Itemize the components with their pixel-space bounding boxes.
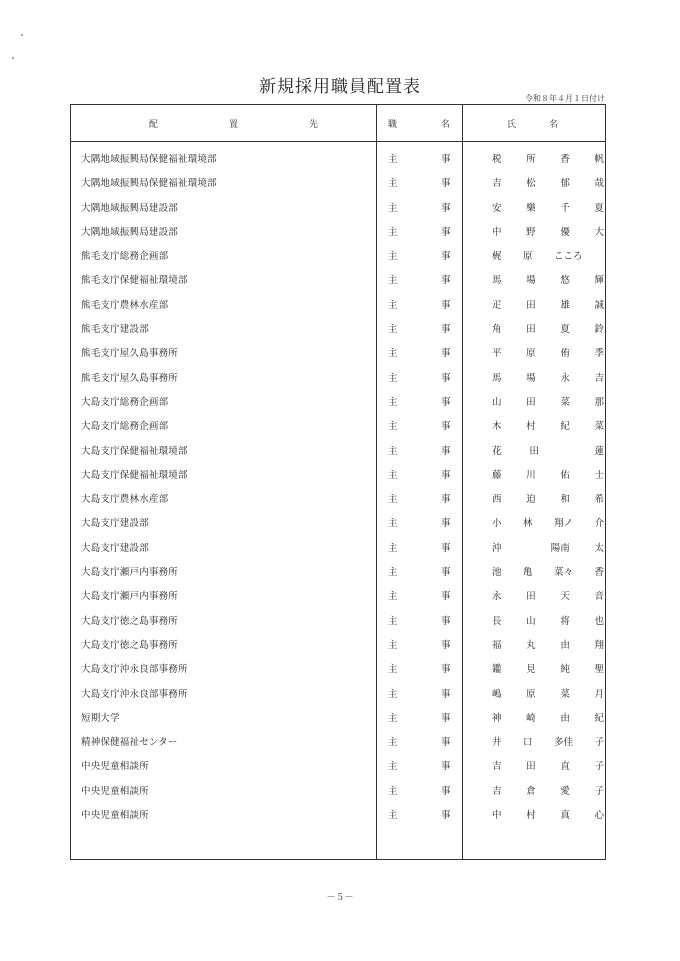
name-cell [492, 248, 604, 262]
name-character: 野 [526, 226, 536, 238]
name-character: 林 [522, 518, 533, 530]
scan-speck [21, 34, 23, 36]
name-character: 希 [594, 494, 604, 506]
position-cell: 主 [388, 469, 398, 481]
name-character: 田 [526, 761, 536, 773]
position-cell: 事 [441, 348, 451, 360]
name-character: 菜 [560, 688, 570, 700]
placement-cell: 大隅地域振興局建設部 [81, 202, 179, 214]
name-character: 口 [522, 737, 533, 749]
name-character: 太 [594, 542, 604, 554]
name-character: 松 [526, 178, 536, 190]
placement-cell: 大島支庁瀬戸内事務所 [81, 567, 179, 579]
name-character: 田 [526, 591, 536, 603]
table-row [71, 266, 605, 290]
name-cell [492, 297, 604, 311]
placement-cell: 大島支庁総務企画部 [81, 396, 169, 408]
name-cell [492, 637, 604, 651]
name-character: 紀 [594, 712, 604, 724]
name-character: 哉 [594, 178, 604, 190]
name-character: 福 [492, 639, 502, 651]
name-cell [492, 394, 604, 408]
name-character: 田 [526, 324, 536, 336]
name-character: 香 [594, 567, 604, 579]
placement-cell: 精神保健福祉センター [81, 737, 178, 749]
table-header [71, 105, 605, 142]
placement-cell: 中央児童相談所 [81, 810, 149, 822]
name-character: 介 [594, 518, 604, 530]
name-character: 西 [492, 494, 502, 506]
name-character: 中 [492, 226, 502, 238]
name-cell [492, 564, 604, 578]
position-cell: 事 [441, 421, 451, 433]
scan-speck [12, 57, 14, 59]
table-row [71, 194, 605, 218]
name-character: 紀 [560, 421, 570, 433]
name-character: 長 [492, 615, 502, 627]
name-character: 倉 [526, 785, 536, 797]
table-row [71, 752, 605, 776]
name-character: 沖 [492, 542, 502, 554]
position-cell: 事 [441, 324, 451, 336]
position-cell: 事 [441, 567, 451, 579]
placement-cell: 大島支庁保健福祉環境部 [81, 445, 188, 457]
name-cell [492, 345, 604, 359]
name-character: 見 [526, 664, 536, 676]
document-title: 新規採用職員配置表 [259, 77, 421, 97]
position-cell: 事 [441, 542, 451, 554]
name-character: 山 [492, 396, 502, 408]
name-character: 村 [526, 810, 536, 822]
name-character: 香 [560, 154, 570, 165]
name-cell [492, 200, 604, 214]
name-character: 場 [526, 275, 536, 287]
name-character: 和 [560, 494, 570, 506]
position-cell: 事 [441, 615, 451, 627]
placement-cell: 大隅地域振興局建設部 [81, 226, 179, 238]
name-character: 子 [594, 761, 604, 773]
header-placement-3: 先 [309, 120, 319, 130]
placement-cell: 熊毛支庁屋久島事務所 [81, 348, 179, 360]
name-character: 陽南 [550, 542, 570, 554]
name-cell [492, 443, 604, 457]
name-character: 吉 [492, 761, 502, 773]
position-cell: 主 [388, 494, 398, 506]
position-cell: 事 [441, 154, 451, 165]
position-cell: 主 [388, 275, 398, 287]
name-character: 月 [594, 688, 604, 700]
name-character: 帆 [594, 154, 604, 165]
name-character: 税 [492, 154, 502, 165]
placement-cell: 大島支庁徳之島事務所 [81, 639, 179, 651]
position-cell: 主 [388, 178, 398, 190]
name-character: 梶 [492, 251, 502, 263]
name-character: 馬 [492, 275, 502, 287]
name-cell [492, 783, 604, 797]
name-cell [492, 686, 604, 700]
name-cell [492, 588, 604, 602]
name-cell [492, 515, 604, 529]
name-cell [492, 491, 604, 505]
position-cell: 主 [388, 737, 398, 749]
name-character: 樂 [526, 202, 536, 214]
table-row [71, 291, 605, 315]
position-cell: 事 [441, 469, 451, 481]
position-cell: 主 [388, 372, 398, 384]
position-cell: 主 [388, 542, 398, 554]
position-cell: 主 [388, 324, 398, 336]
name-character: 平 [492, 348, 502, 360]
name-character: 吉 [492, 178, 502, 190]
position-cell: 事 [441, 178, 451, 190]
table-row [71, 631, 605, 655]
position-cell: 主 [388, 251, 398, 263]
position-cell: 事 [441, 494, 451, 506]
table-row [71, 388, 605, 412]
name-character: 子 [594, 785, 604, 797]
placement-cell: 大島支庁沖永良部事務所 [81, 688, 188, 700]
name-character: 嶋 [492, 688, 502, 700]
name-cell [492, 734, 604, 748]
name-character: 雄 [560, 299, 570, 311]
name-character: 迫 [526, 494, 536, 506]
name-character: 翔 [594, 639, 604, 651]
position-cell: 主 [388, 664, 398, 676]
name-cell [492, 613, 604, 627]
name-character: 誠 [594, 299, 604, 311]
name-character: 聖 [594, 664, 604, 676]
position-cell: 事 [441, 275, 451, 287]
table-row [71, 534, 605, 558]
name-cell [492, 272, 604, 286]
table-row [71, 509, 605, 533]
position-cell: 事 [441, 664, 451, 676]
name-character: 音 [594, 591, 604, 603]
placement-cell: 中央児童相談所 [81, 761, 149, 773]
placement-cell: 大島支庁建設部 [81, 542, 149, 554]
position-cell: 事 [441, 810, 451, 822]
table-row [71, 315, 605, 339]
name-character: 真 [560, 810, 570, 822]
position-cell: 事 [441, 251, 451, 263]
name-character: 純 [560, 664, 570, 676]
table-row [71, 728, 605, 752]
placement-cell: 大隅地域振興局保健福祉環境部 [81, 178, 217, 190]
table-body [71, 145, 605, 825]
table-row [71, 485, 605, 509]
position-cell: 主 [388, 639, 398, 651]
name-character: こころ [554, 251, 583, 263]
name-character: 優 [560, 226, 570, 238]
position-cell: 主 [388, 688, 398, 700]
position-cell: 事 [441, 785, 451, 797]
name-cell [492, 540, 604, 554]
table-row [71, 364, 605, 388]
name-character: 神 [492, 712, 502, 724]
name-cell [492, 175, 604, 189]
header-placement-1: 配 [149, 120, 159, 130]
name-character: 侑 [560, 348, 570, 360]
position-cell: 事 [441, 639, 451, 651]
name-cell [492, 224, 604, 238]
table-row [71, 461, 605, 485]
placement-cell: 熊毛支庁保健福祉環境部 [81, 275, 188, 287]
name-character: 吉 [492, 785, 502, 797]
name-character: 田 [526, 396, 536, 408]
name-character: 那 [594, 396, 604, 408]
name-character: 郁 [560, 178, 570, 190]
position-cell: 事 [441, 202, 451, 214]
header-name-1: 氏 [507, 120, 517, 130]
name-character: 天 [560, 591, 570, 603]
table-row [71, 145, 605, 169]
position-cell: 事 [441, 372, 451, 384]
name-character: 蓮 [594, 445, 604, 457]
placement-cell: 大島支庁建設部 [81, 518, 149, 530]
name-character: 菜 [560, 396, 570, 408]
name-character: 花 [492, 445, 502, 457]
name-character: 井 [492, 737, 502, 749]
name-character: 鑑 [492, 664, 502, 676]
name-character: 場 [526, 372, 536, 384]
header-name-2: 名 [549, 120, 559, 130]
name-character: 由 [560, 639, 570, 651]
name-character: 将 [560, 615, 570, 627]
position-cell: 事 [441, 445, 451, 457]
name-character: 丸 [526, 639, 536, 651]
name-character: 千 [560, 202, 570, 214]
name-character: 夏 [560, 324, 570, 336]
name-cell [492, 321, 604, 335]
placement-cell: 熊毛支庁総務企画部 [81, 251, 169, 263]
name-character: 悠 [560, 275, 570, 287]
position-cell: 主 [388, 785, 398, 797]
position-cell: 事 [441, 518, 451, 530]
name-character: 田 [526, 299, 536, 311]
name-character: 木 [492, 421, 502, 433]
name-character: 中 [492, 810, 502, 822]
page-number: －５－ [326, 893, 354, 903]
position-cell: 主 [388, 810, 398, 822]
name-character: 心 [594, 810, 604, 822]
name-character: 吉 [594, 372, 604, 384]
name-character: 輝 [594, 275, 604, 287]
name-cell [492, 370, 604, 384]
name-cell [492, 418, 604, 432]
name-character: 角 [492, 324, 502, 336]
name-cell [492, 807, 604, 821]
placement-cell: 短期大学 [81, 712, 120, 724]
position-cell: 主 [388, 761, 398, 773]
name-character: 小 [492, 518, 502, 530]
name-character: 藤 [492, 469, 502, 481]
name-character: 也 [594, 615, 604, 627]
table-row [71, 412, 605, 436]
name-character: 鈴 [594, 324, 604, 336]
name-character: 大 [594, 226, 604, 238]
table-row [71, 339, 605, 363]
name-cell [492, 758, 604, 772]
placement-cell: 熊毛支庁屋久島事務所 [81, 372, 179, 384]
placement-cell: 大島支庁農林水産部 [81, 494, 169, 506]
position-cell: 主 [388, 348, 398, 360]
name-character: 翔ノ [553, 518, 573, 530]
position-cell: 事 [441, 712, 451, 724]
table-row [71, 169, 605, 193]
position-cell: 主 [388, 518, 398, 530]
name-character: 永 [492, 591, 502, 603]
placement-cell: 大隅地域振興局保健福祉環境部 [81, 154, 217, 165]
position-cell: 主 [388, 396, 398, 408]
table-row [71, 801, 605, 825]
position-cell: 事 [441, 737, 451, 749]
position-cell: 事 [441, 396, 451, 408]
position-cell: 事 [441, 226, 451, 238]
table-row [71, 777, 605, 801]
placement-cell: 大島支庁沖永良部事務所 [81, 664, 188, 676]
name-character: 菜々 [553, 567, 573, 579]
header-position-2: 名 [441, 120, 451, 130]
placement-cell: 熊毛支庁建設部 [81, 324, 149, 336]
name-cell [492, 151, 604, 165]
position-cell: 主 [388, 591, 398, 603]
placement-cell: 大島支庁保健福祉環境部 [81, 469, 188, 481]
name-character: 原 [526, 688, 536, 700]
effective-date: 令和８年４月１日付け [525, 94, 605, 103]
name-character: 村 [526, 421, 536, 433]
name-character: 川 [526, 469, 536, 481]
staff-assignment-table [70, 104, 606, 860]
position-cell: 主 [388, 712, 398, 724]
position-cell: 主 [388, 299, 398, 311]
table-row [71, 242, 605, 266]
position-cell: 事 [441, 761, 451, 773]
name-character: 田 [529, 445, 539, 457]
name-character: 崎 [526, 712, 536, 724]
name-character: 由 [560, 712, 570, 724]
name-character: 夏 [594, 202, 604, 214]
placement-cell: 熊毛支庁農林水産部 [81, 299, 169, 311]
position-cell: 主 [388, 202, 398, 214]
placement-cell: 大島支庁総務企画部 [81, 421, 169, 433]
position-cell: 事 [441, 299, 451, 311]
name-character: 季 [594, 348, 604, 360]
table-row [71, 655, 605, 679]
name-character: 亀 [522, 567, 533, 579]
table-row [71, 680, 605, 704]
table-row [71, 704, 605, 728]
header-placement-2: 置 [229, 120, 239, 130]
name-cell [492, 710, 604, 724]
position-cell: 事 [441, 688, 451, 700]
name-character: 馬 [492, 372, 502, 384]
name-character: 原 [526, 348, 536, 360]
name-character: 菜 [594, 421, 604, 433]
name-character: 池 [492, 567, 502, 579]
table-row [71, 218, 605, 242]
name-character: 子 [594, 737, 604, 749]
name-character: 直 [560, 761, 570, 773]
name-character: 永 [560, 372, 570, 384]
position-cell: 事 [441, 591, 451, 603]
placement-cell: 大島支庁瀬戸内事務所 [81, 591, 179, 603]
name-cell [492, 661, 604, 675]
position-cell: 主 [388, 421, 398, 433]
position-cell: 主 [388, 445, 398, 457]
placement-cell: 中央児童相談所 [81, 785, 149, 797]
name-character: 士 [594, 469, 604, 481]
name-character: 愛 [560, 785, 570, 797]
position-cell: 主 [388, 615, 398, 627]
name-character: 安 [492, 202, 502, 214]
name-character: 原 [523, 251, 533, 263]
table-row [71, 558, 605, 582]
name-character: 多佳 [553, 737, 573, 749]
name-character: 疋 [492, 299, 502, 311]
position-cell: 主 [388, 154, 398, 165]
placement-cell: 大島支庁徳之島事務所 [81, 615, 179, 627]
name-character: 所 [526, 154, 536, 165]
name-cell [492, 467, 604, 481]
table-row [71, 582, 605, 606]
position-cell: 主 [388, 226, 398, 238]
name-character: 山 [526, 615, 536, 627]
name-character: 佑 [560, 469, 570, 481]
table-row [71, 437, 605, 461]
table-row [71, 607, 605, 631]
position-cell: 主 [388, 567, 398, 579]
header-position-1: 職 [388, 120, 398, 130]
